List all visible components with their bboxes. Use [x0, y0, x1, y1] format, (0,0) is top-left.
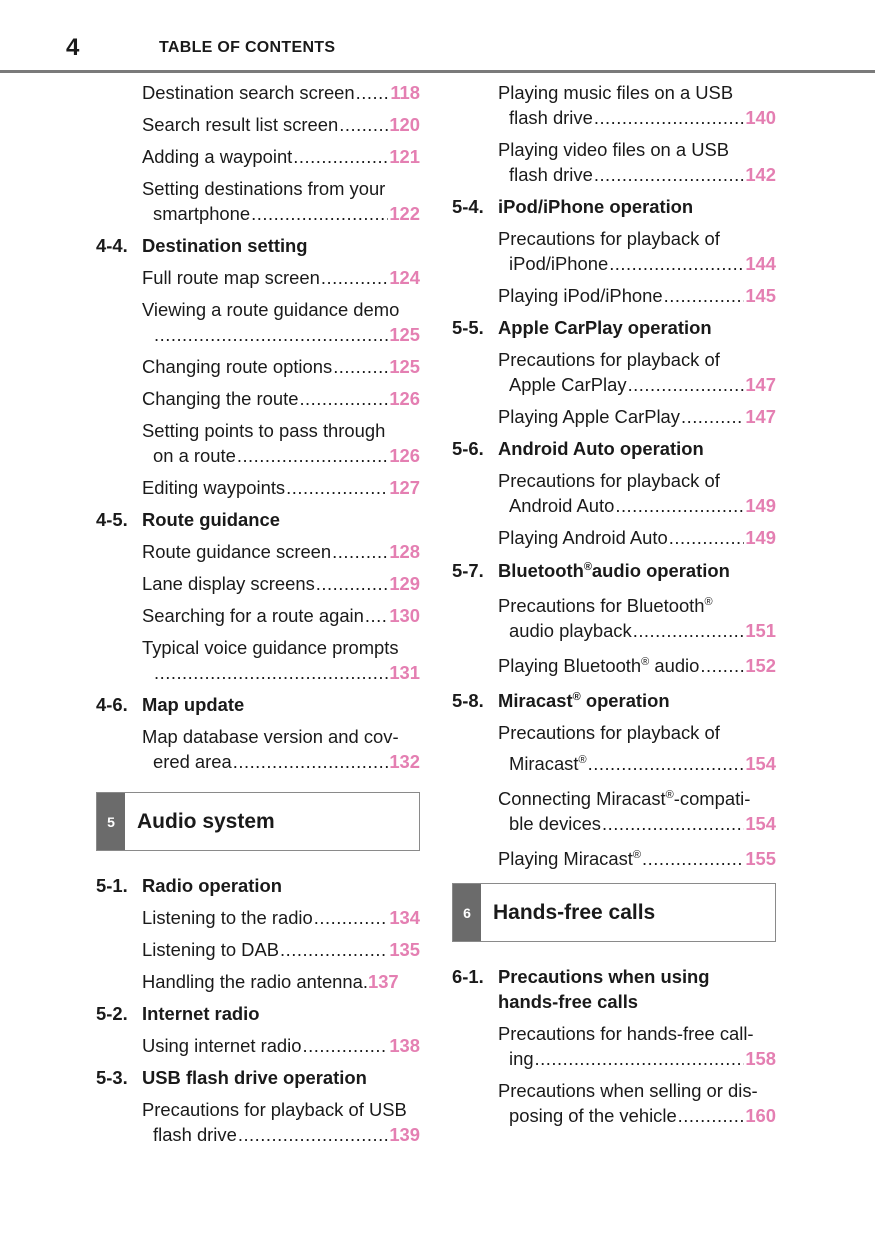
toc-entry[interactable]: Playing video files on a USB flash drive ..... 142 — [498, 137, 776, 187]
page-ref: 126 — [389, 388, 420, 409]
page-title: TABLE OF CONTENTS — [159, 39, 336, 56]
toc-entry[interactable]: Setting destinations from your smartphone ..... 122 — [142, 176, 420, 226]
page-ref: 158 — [745, 1048, 776, 1069]
toc-entry[interactable]: Precautions for playback of USB flash drive ..... 139 — [142, 1097, 420, 1147]
toc-entry[interactable]: Handling the radio antenna. 137 — [142, 971, 399, 992]
page-ref: 132 — [389, 751, 420, 772]
chapter-title: Hands-free calls — [493, 900, 656, 924]
toc-entry[interactable]: Using internet radio ..... 138 — [142, 1033, 420, 1058]
page-ref: 125 — [389, 324, 420, 345]
toc-entry[interactable]: Setting points to pass through on a route ..... 126 — [142, 418, 420, 468]
chapter-title: Audio system — [137, 809, 275, 833]
toc-entry[interactable]: Precautions when selling or dis- posing of the vehicle ..... 160 — [498, 1078, 776, 1128]
page-number: 4 — [66, 34, 80, 61]
section-heading-4-6[interactable]: 4-6. Map update — [96, 694, 245, 715]
section-heading-5-8[interactable]: 5-8. Miracast® operation — [452, 690, 670, 711]
toc-entry[interactable]: Playing music files on a USB flash drive ..... 140 — [498, 80, 776, 130]
page-ref: 134 — [389, 907, 420, 928]
toc-entry[interactable]: Changing the route ..... 126 — [142, 386, 420, 411]
toc-entry[interactable]: Typical voice guidance prompts ..... 131 — [142, 635, 420, 685]
section-heading-6-1[interactable]: 6-1. Precautions when using hands-free calls — [452, 966, 710, 1012]
page-ref: 140 — [745, 107, 776, 128]
section-heading-5-7[interactable]: 5-7. Bluetooth®audio operation — [452, 560, 730, 581]
toc-entry[interactable]: Changing route options ..... 125 — [142, 354, 420, 379]
toc-column-right — [452, 80, 776, 1135]
page-ref: 128 — [389, 541, 420, 562]
page-ref: 129 — [389, 573, 420, 594]
page-ref: 118 — [390, 82, 420, 103]
page-ref: 127 — [389, 477, 420, 498]
toc-entry[interactable]: Precautions for Bluetooth® audio playback ..... 151 — [498, 593, 776, 643]
page-ref: 126 — [389, 445, 420, 466]
page-ref: 147 — [745, 406, 776, 427]
toc-entry[interactable]: Listening to the radio ..... 134 — [142, 905, 420, 930]
section-heading-5-5[interactable]: 5-5. Apple CarPlay operation — [452, 317, 712, 338]
section-heading-5-1[interactable]: 5-1. Radio operation — [96, 875, 282, 896]
toc-entry[interactable]: Map database version and cov- ered area ..... 132 — [142, 724, 420, 774]
toc-entry[interactable]: Route guidance screen ..... 128 — [142, 539, 420, 564]
section-heading-4-4[interactable]: 4-4. Destination setting — [96, 235, 308, 256]
page-ref: 160 — [745, 1105, 776, 1126]
toc-entry[interactable]: Searching for a route again ..... 130 — [142, 603, 420, 628]
toc-entry[interactable]: Connecting Miracast®-compati- ble devices ..... 154 — [498, 786, 776, 836]
toc-entry[interactable]: Precautions for playback of Android Auto ..... 149 — [498, 468, 776, 518]
toc-entry[interactable]: Editing waypoints ..... 127 — [142, 475, 420, 500]
page-ref: 144 — [745, 253, 776, 274]
page-ref: 130 — [389, 605, 420, 626]
page-ref: 149 — [745, 495, 776, 516]
page-ref: 135 — [389, 939, 420, 960]
toc-entry[interactable]: Precautions for playback of Apple CarPlay ..... 147 — [498, 347, 776, 397]
chapter-banner-5[interactable] — [96, 792, 420, 851]
page-ref: 152 — [745, 655, 776, 676]
toc-entry[interactable]: Playing Android Auto ..... 149 — [498, 525, 776, 550]
page-ref: 138 — [389, 1035, 420, 1056]
page-ref: 142 — [745, 164, 776, 185]
page-ref: 149 — [745, 527, 776, 548]
toc-entry[interactable]: Full route map screen ..... 124 — [142, 265, 420, 290]
page-ref: 147 — [745, 374, 776, 395]
toc-entry[interactable]: Playing iPod/iPhone ..... 145 — [498, 283, 776, 308]
section-heading-5-4[interactable]: 5-4. iPod/iPhone operation — [452, 196, 694, 217]
chapter-number: 5 — [97, 793, 125, 850]
page-ref: 120 — [389, 114, 420, 135]
toc-entry[interactable]: Playing Bluetooth® audio ..... 152 — [498, 653, 776, 678]
toc-entry[interactable]: Destination search screen ..... 118 — [142, 80, 420, 105]
header-rule — [0, 70, 875, 73]
section-heading-5-3[interactable]: 5-3. USB flash drive operation — [96, 1067, 367, 1088]
section-heading-4-5[interactable]: 4-5. Route guidance — [96, 509, 280, 530]
toc-entry[interactable]: Lane display screens ..... 129 — [142, 571, 420, 596]
toc-entry[interactable]: Search result list screen ..... 120 — [142, 112, 420, 137]
toc-entry[interactable]: Precautions for playback of Miracast® ..... 154 — [498, 720, 776, 776]
chapter-number: 6 — [453, 884, 481, 941]
toc-entry[interactable]: Listening to DAB ..... 135 — [142, 937, 420, 962]
page-ref: 137 — [367, 971, 399, 992]
page-ref: 121 — [389, 146, 420, 167]
toc-column-left — [96, 80, 420, 1154]
toc-entry[interactable]: Precautions for hands-free call- ing ..... 158 — [498, 1021, 776, 1071]
page-ref: 151 — [745, 620, 776, 641]
page-ref: 125 — [389, 356, 420, 377]
toc-entry[interactable]: Precautions for playback of iPod/iPhone ..... 144 — [498, 226, 776, 276]
toc-entry[interactable]: Playing Miracast® ..... 155 — [498, 846, 776, 871]
page-ref: 154 — [745, 813, 776, 834]
toc-entry[interactable]: Adding a waypoint ..... 121 — [142, 144, 420, 169]
page-ref: 155 — [745, 848, 776, 869]
section-heading-5-6[interactable]: 5-6. Android Auto operation — [452, 438, 704, 459]
page-ref: 145 — [745, 285, 776, 306]
chapter-banner-6[interactable] — [452, 883, 776, 942]
page-ref: 124 — [389, 267, 420, 288]
page-ref: 139 — [389, 1124, 420, 1145]
page-ref: 154 — [745, 753, 776, 774]
section-heading-5-2[interactable]: 5-2. Internet radio — [96, 1003, 260, 1024]
page-ref: 122 — [389, 203, 420, 224]
toc-entry[interactable]: Viewing a route guidance demo ..... 125 — [142, 297, 420, 347]
toc-entry[interactable]: Playing Apple CarPlay ..... 147 — [498, 404, 776, 429]
page-ref: 131 — [389, 662, 420, 683]
